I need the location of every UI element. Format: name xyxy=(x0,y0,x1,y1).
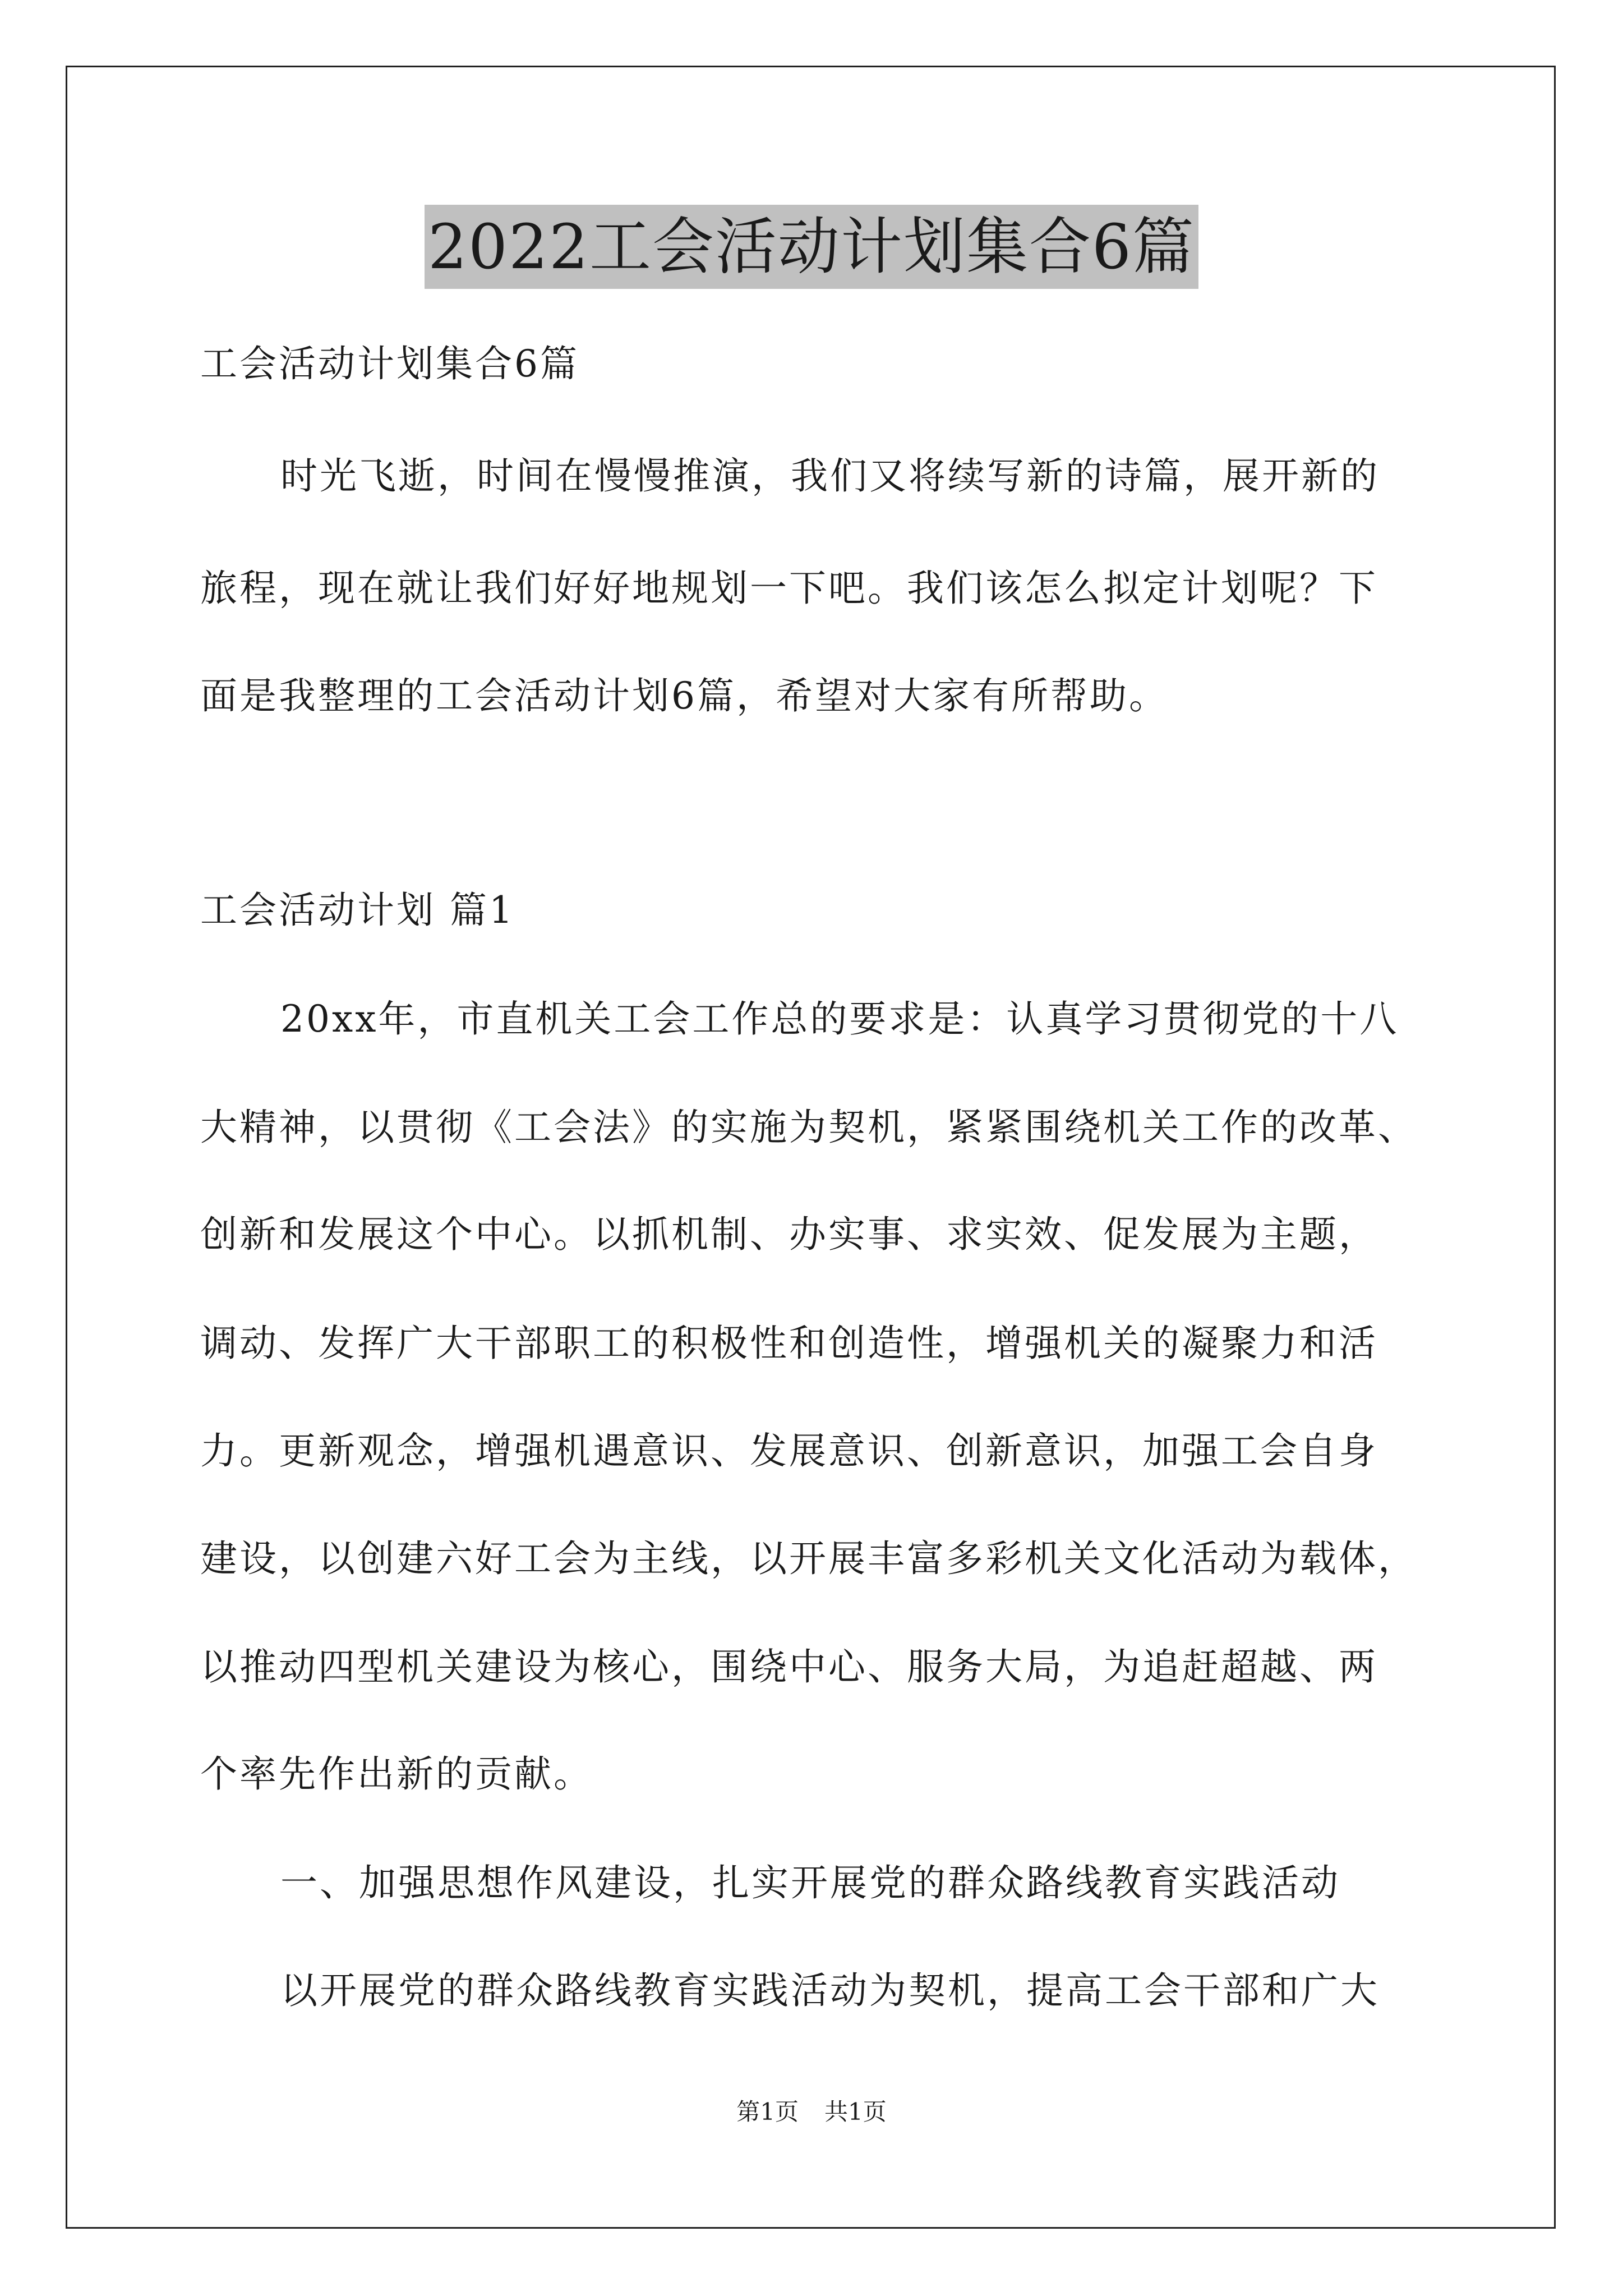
document-title-block xyxy=(0,205,1623,289)
document-title: 2022工会活动计划集合6篇 xyxy=(425,205,1198,289)
intro-line: 时光飞逝，时间在慢慢推演，我们又将续写新的诗篇，展开新的 xyxy=(280,454,1380,498)
page-footer xyxy=(0,2095,1623,2129)
page-number-current: 第1页 xyxy=(736,2098,799,2125)
section-line: 建设，以创建六好工会为主线，以开展丰富多彩机关文化活动为载体， xyxy=(200,1537,1417,1580)
page-number-total: 共1页 xyxy=(824,2098,887,2125)
section-heading: 工会活动计划 篇1 xyxy=(200,889,515,932)
paragraph-line: 以开展党的群众路线教育实践活动为契机，提高工会干部和广大 xyxy=(280,1969,1380,2012)
document-subtitle: 工会活动计划集合6篇 xyxy=(200,342,579,385)
section-line: 力。更新观念，增强机遇意识、发展意识、创新意识，加强工会自身 xyxy=(200,1429,1378,1473)
section-line: 个率先作出新的贡献。 xyxy=(200,1752,593,1796)
intro-line: 面是我整理的工会活动计划6篇，希望对大家有所帮助。 xyxy=(200,674,1168,717)
section-line: 调动、发挥广大干部职工的积极性和创造性，增强机关的凝聚力和活 xyxy=(200,1322,1378,1365)
section-line: 以推动四型机关建设为核心，围绕中心、服务大局，为追赶超越、两 xyxy=(200,1645,1378,1688)
intro-line: 旅程，现在就让我们好好地规划一下吧。我们该怎么拟定计划呢？下 xyxy=(200,567,1378,610)
point-heading: 一、加强思想作风建设，扎实开展党的群众路线教育实践活动 xyxy=(280,1861,1340,1904)
section-line: 创新和发展这个中心。以抓机制、办实事、求实效、促发展为主题， xyxy=(200,1213,1378,1256)
section-line: 20xx年，市直机关工会工作总的要求是：认真学习贯彻党的十八 xyxy=(280,997,1399,1041)
section-line: 大精神，以贯彻《工会法》的实施为契机，紧紧围绕机关工作的改革、 xyxy=(200,1106,1417,1149)
